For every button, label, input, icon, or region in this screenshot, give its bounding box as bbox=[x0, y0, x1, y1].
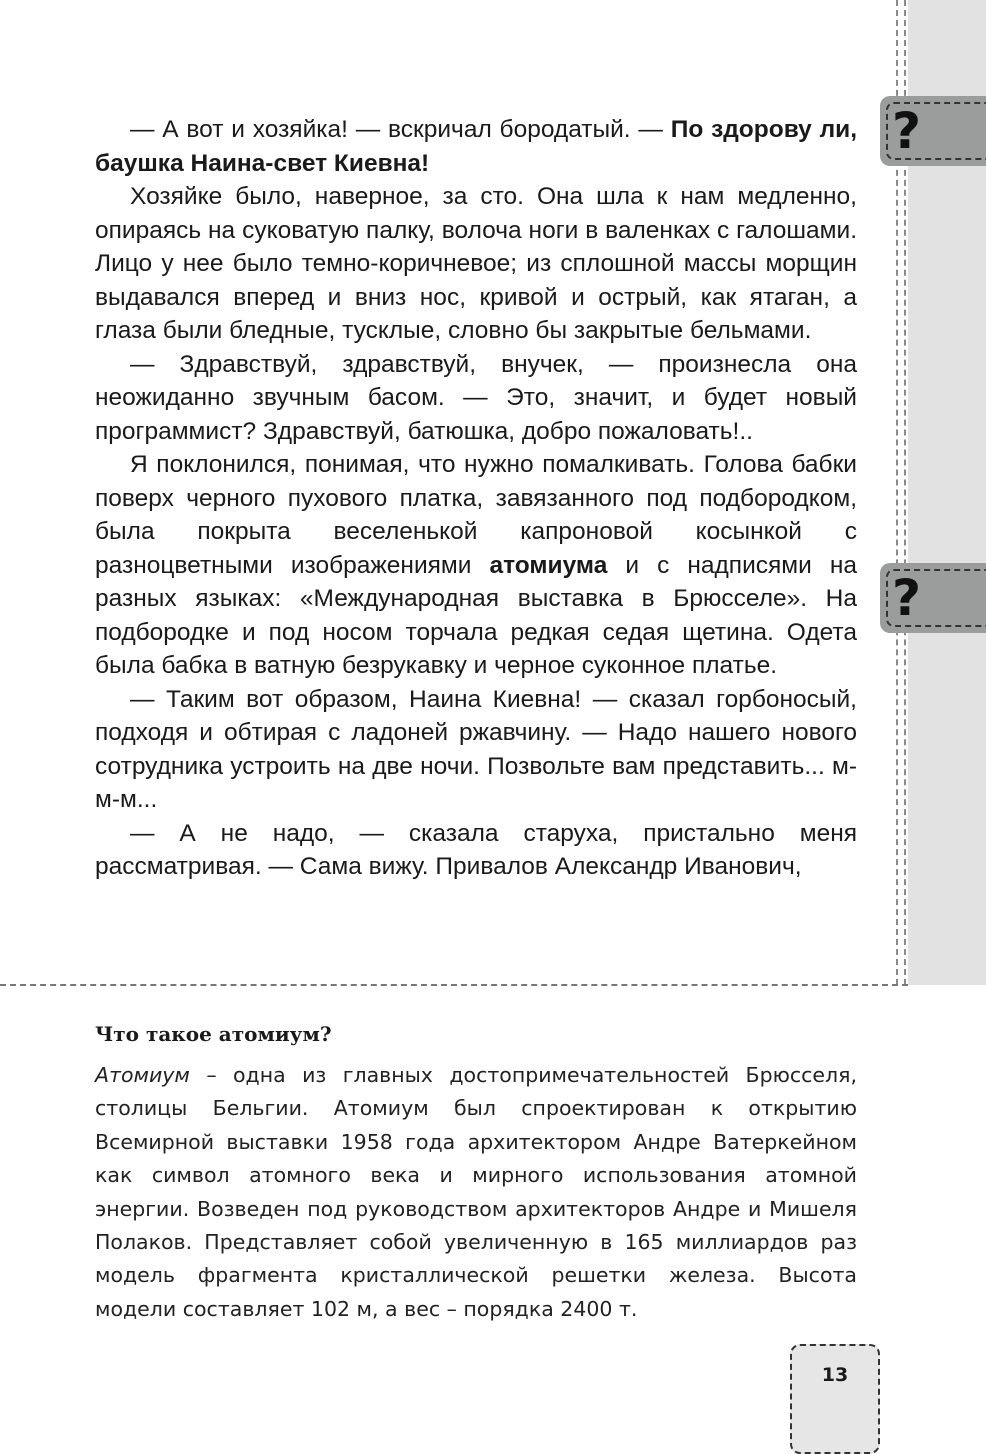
question-tab-middle bbox=[880, 563, 986, 633]
question-tab-top bbox=[880, 96, 986, 166]
bold-term-atomium: атомиума bbox=[489, 551, 608, 579]
page-number: 13 bbox=[821, 1364, 849, 1386]
paragraph-1: — А вот и хозяйка! — вскричал бородатый. — По здорову ли, баушка Наина-свет Киевна! bbox=[95, 116, 857, 177]
paragraph-4: Я поклонился, понимая, что нужно помалкивать. Голова бабки поверх черного пухового платка, завязанного под подбородком, была покрыта веселенькой капроновой косынкой с разноцветными изображениями атомиума и с надписями на разных языках: «Международная выставка в Брюсселе». На подбородке и под носом торчала редкая седая щетина. Одета была бабка в ватную безрукавку и черное суконное платье. bbox=[95, 451, 857, 679]
section-divider bbox=[0, 984, 908, 986]
question-mark-icon: ? bbox=[892, 569, 922, 627]
note-title: Что такое атомиум? bbox=[95, 1022, 332, 1046]
note-term: Атомиум bbox=[95, 1063, 190, 1087]
paragraph-6: — А не надо, — сказала старуха, пристально меня рассматривая. — Сама вижу. Привалов Александр Иванович, bbox=[95, 819, 857, 880]
paragraph-5: — Таким вот образом, Наина Киевна! — сказал горбоносый, подходя и обтирая с ладоней ржавчину. — Надо нашего нового сотрудника устроить на две ночи. Позвольте вам представить... м-м-м... bbox=[95, 685, 857, 813]
note-body: Атомиум – одна из главных достопримечательностей Брюсселя, столицы Бельгии. Атомиум был спроектирован к открытию Всемирной выставки 1958 года архитектором Андре Ватеркейном как символ атомного века и мирного использования атомной энергии. Возведен под руководством архитекторов Андре и Мишеля Полаков. Представляет собой увеличенную в 165 миллиардов раз модель фрагмента кристаллической решетки железа. Высота модели составляет 102 м, а вес – порядка 2400 т. bbox=[95, 1063, 857, 1321]
page-number-tab bbox=[790, 1344, 880, 1454]
paragraph-2: Хозяйке было, наверное, за сто. Она шла к нам медленно, опираясь на суковатую палку, волоча ноги в валенках с галошами. Лицо у нее было темно-коричневое; из сплошной массы морщин выдавался вперед и вниз нос, кривой и острый, как ятаган, а глаза были бледные, тусклые, словно бы закрытые бельмами. bbox=[95, 183, 857, 344]
question-mark-icon: ? bbox=[892, 102, 922, 160]
main-text bbox=[95, 113, 857, 884]
bold-phrase: По здорову ли, баушка Наина-свет Киевна! bbox=[95, 116, 857, 177]
paragraph-3: — Здравствуй, здравствуй, внучек, — произнесла она неожиданно звучным басом. — Это, значит, и будет новый программист? Здравствуй, батюшка, добро пожаловать!.. bbox=[95, 350, 857, 445]
